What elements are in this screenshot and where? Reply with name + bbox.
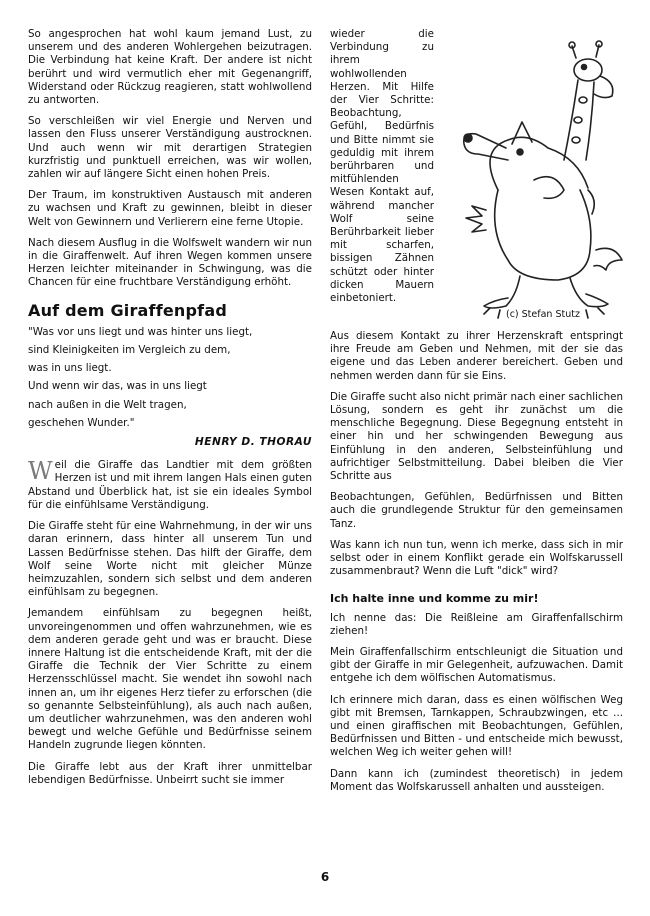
quote-line: was in uns liegt. (28, 362, 112, 375)
giraffe-wolf-illustration (438, 40, 624, 322)
paragraph: wieder die Verbindung zu ihrem wohlwollenden Herzen. Mit Hilfe der Vier Schritte: Beobachtung, Gefühl, Bedürfnis und Bitte nimmt sie geduldig mit ihrem berührbaren und mitfühlenden Wesen Kontakt auf, während mancher Wolf seine Berührbarkeit lieber mit scharfen, bissigen Zähnen schützt oder hinter dicken Mauern einbetoniert. (330, 28, 434, 305)
paragraph-with-dropcap (28, 459, 312, 512)
image-caption: (c) Stefan Stutz (506, 309, 580, 320)
paragraph-text: eil die Giraffe das Landtier mit dem größten Herzen ist und mit ihrem langen Hals einen guten Abstand und Überblick hat, ist sie ein ideales Symbol für die einfühlsame Verständigung. (28, 459, 312, 511)
quote-author: HENRY D. THORAU (194, 436, 312, 449)
paragraph: Ich nenne das: Die Reißleine am Giraffenfallschirm ziehen! (330, 611, 623, 637)
paragraph: Mein Giraffenfallschirm entschleunigt die Situation und gibt der Giraffe in mir Gelegenheit, aufzuwachen. Damit entgehe ich dem wölfischen Automatismus. (330, 646, 623, 685)
left-column (28, 28, 312, 795)
quote-line: sind Kleinigkeiten im Vergleich zu dem, (28, 344, 231, 357)
right-narrow-column (330, 28, 434, 313)
paragraph: So verschleißen wir viel Energie und Nerven und lassen den Fluss unserer Verständigung austrocknen. Und auch wenn wir mit derartigen Strategien kurzfristig und punktuell erreichen, was wir wollen, zahlen wir auf längere Sicht einen hohen Preis. (28, 115, 312, 181)
epigraph-quote (28, 323, 312, 432)
right-column (330, 330, 623, 802)
paragraph: Aus diesem Kontakt zu ihrer Herzenskraft entspringt ihre Freude am Geben und Nehmen, mit der sie das eigene und das Leben anderer bereichert. Geben und nehmen werden dann für sie Eins. (330, 330, 623, 382)
paragraph: Was kann ich nun tun, wenn ich merke, dass sich in mir selbst oder in einem Konflikt gerade ein Wolfskarussell zusammenbraut? Wenn die Luft "dick" wird? (330, 538, 623, 578)
paragraph: So angesprochen hat wohl kaum jemand Lust, zu unserem und des anderen Wohlergehen beizutragen. Die Verbindung hat keine Kraft. Der andere ist nicht berührt und wird vermutlich eher mit Gegenangriff, Widerstand oder Rückzug reagieren, statt wohlwollend zu antworten. (28, 28, 312, 107)
section-heading: Auf dem Giraffenpfad (28, 300, 227, 320)
paragraph: Die Giraffe sucht also nicht primär nach einer sachlichen Lösung, sondern es geht ihr zunächst um die menschliche Begegnung. Diese Begegnung entsteht in einer hin und her schwingenden Bewegung aus Einfühlung in den anderen, Selbsteinfühlung und aufrichtiger Selbstmitteilung. Dabei bleiben die Vier Schritte aus (330, 390, 623, 483)
subheading: Ich halte inne und komme zu mir! (330, 592, 539, 606)
paragraph: Beobachtungen, Gefühlen, Bedürfnissen und Bitten auch die grundlegende Struktur für den gemeinsamen Tanz. (330, 491, 623, 530)
quote-line: nach außen in die Welt tragen, (28, 398, 187, 411)
paragraph: Die Giraffe lebt aus der Kraft ihrer unmittelbar lebendigen Bedürfnisse. Unbeirrt sucht sie immer (28, 760, 312, 786)
quote-line: Und wenn wir das, was in uns liegt (28, 380, 207, 393)
page-number: 6 (320, 870, 330, 884)
paragraph: Dann kann ich (zumindest theoretisch) in jedem Moment das Wolfskarussell anhalten und aussteigen. (330, 767, 623, 793)
drop-cap: W (28, 457, 53, 486)
paragraph: Die Giraffe steht für eine Wahrnehmung, in der wir uns daran erinnern, dass hinter all unserem Tun und Lassen Bedürfnisse stehen. Das hilft der Giraffe, dem Wolf seine Worte nicht mit gleicher Münze heimzuzahlen, sondern sich selbst und dem anderen einfühlsam zu begegnen. (28, 520, 312, 599)
paragraph: Der Traum, im konstruktiven Austausch mit anderen zu wachsen und Kraft zu gewinnen, bleibt in dieser Welt von Gewinnern und Verlierern eine ferne Utopie. (28, 189, 312, 228)
paragraph: Jemandem einfühlsam zu begegnen heißt, unvoreingenommen und offen wahrzunehmen, wie es dem anderen gerade geht und was er braucht. Diese innere Haltung ist die entscheidende Kraft, mit der die Giraffe die Technik der Vier Schritte zu einem Herzensschlüssel macht. Sie wendet ihn sowohl nach innen an, um ihr eigenes Herz tiefer zu erforschen (die so genannte Selbsteinfühlung), als auch nach außen, um deutlicher wahrzunehmen, was den anderen wohl bewegt und welche Gefühle und Bedürfnisse seinem Handeln zugrunde liegen könnten. (28, 607, 312, 752)
quote-line: "Was vor uns liegt und was hinter uns liegt, (28, 325, 253, 338)
paragraph: Nach diesem Ausflug in die Wolfswelt wandern wir nun in die Giraffenwelt. Auf ihren Wegen kommen unsere Herzen leichter miteinander in Schwingung, was die Chancen für eine fruchtbare Verständigung erhöht. (28, 236, 312, 289)
paragraph: Ich erinnere mich daran, dass es einen wölfischen Weg gibt mit Bremsen, Tarnkappen, Schraubzwingen, etc ... und einen giraffischen mit Beobachtungen, Gefühlen, Bedürfnissen und Bitten - und entscheide mich bewusst, welchen Weg ich weiter gehen will! (330, 693, 623, 759)
quote-line: geschehen Wunder." (28, 416, 135, 429)
